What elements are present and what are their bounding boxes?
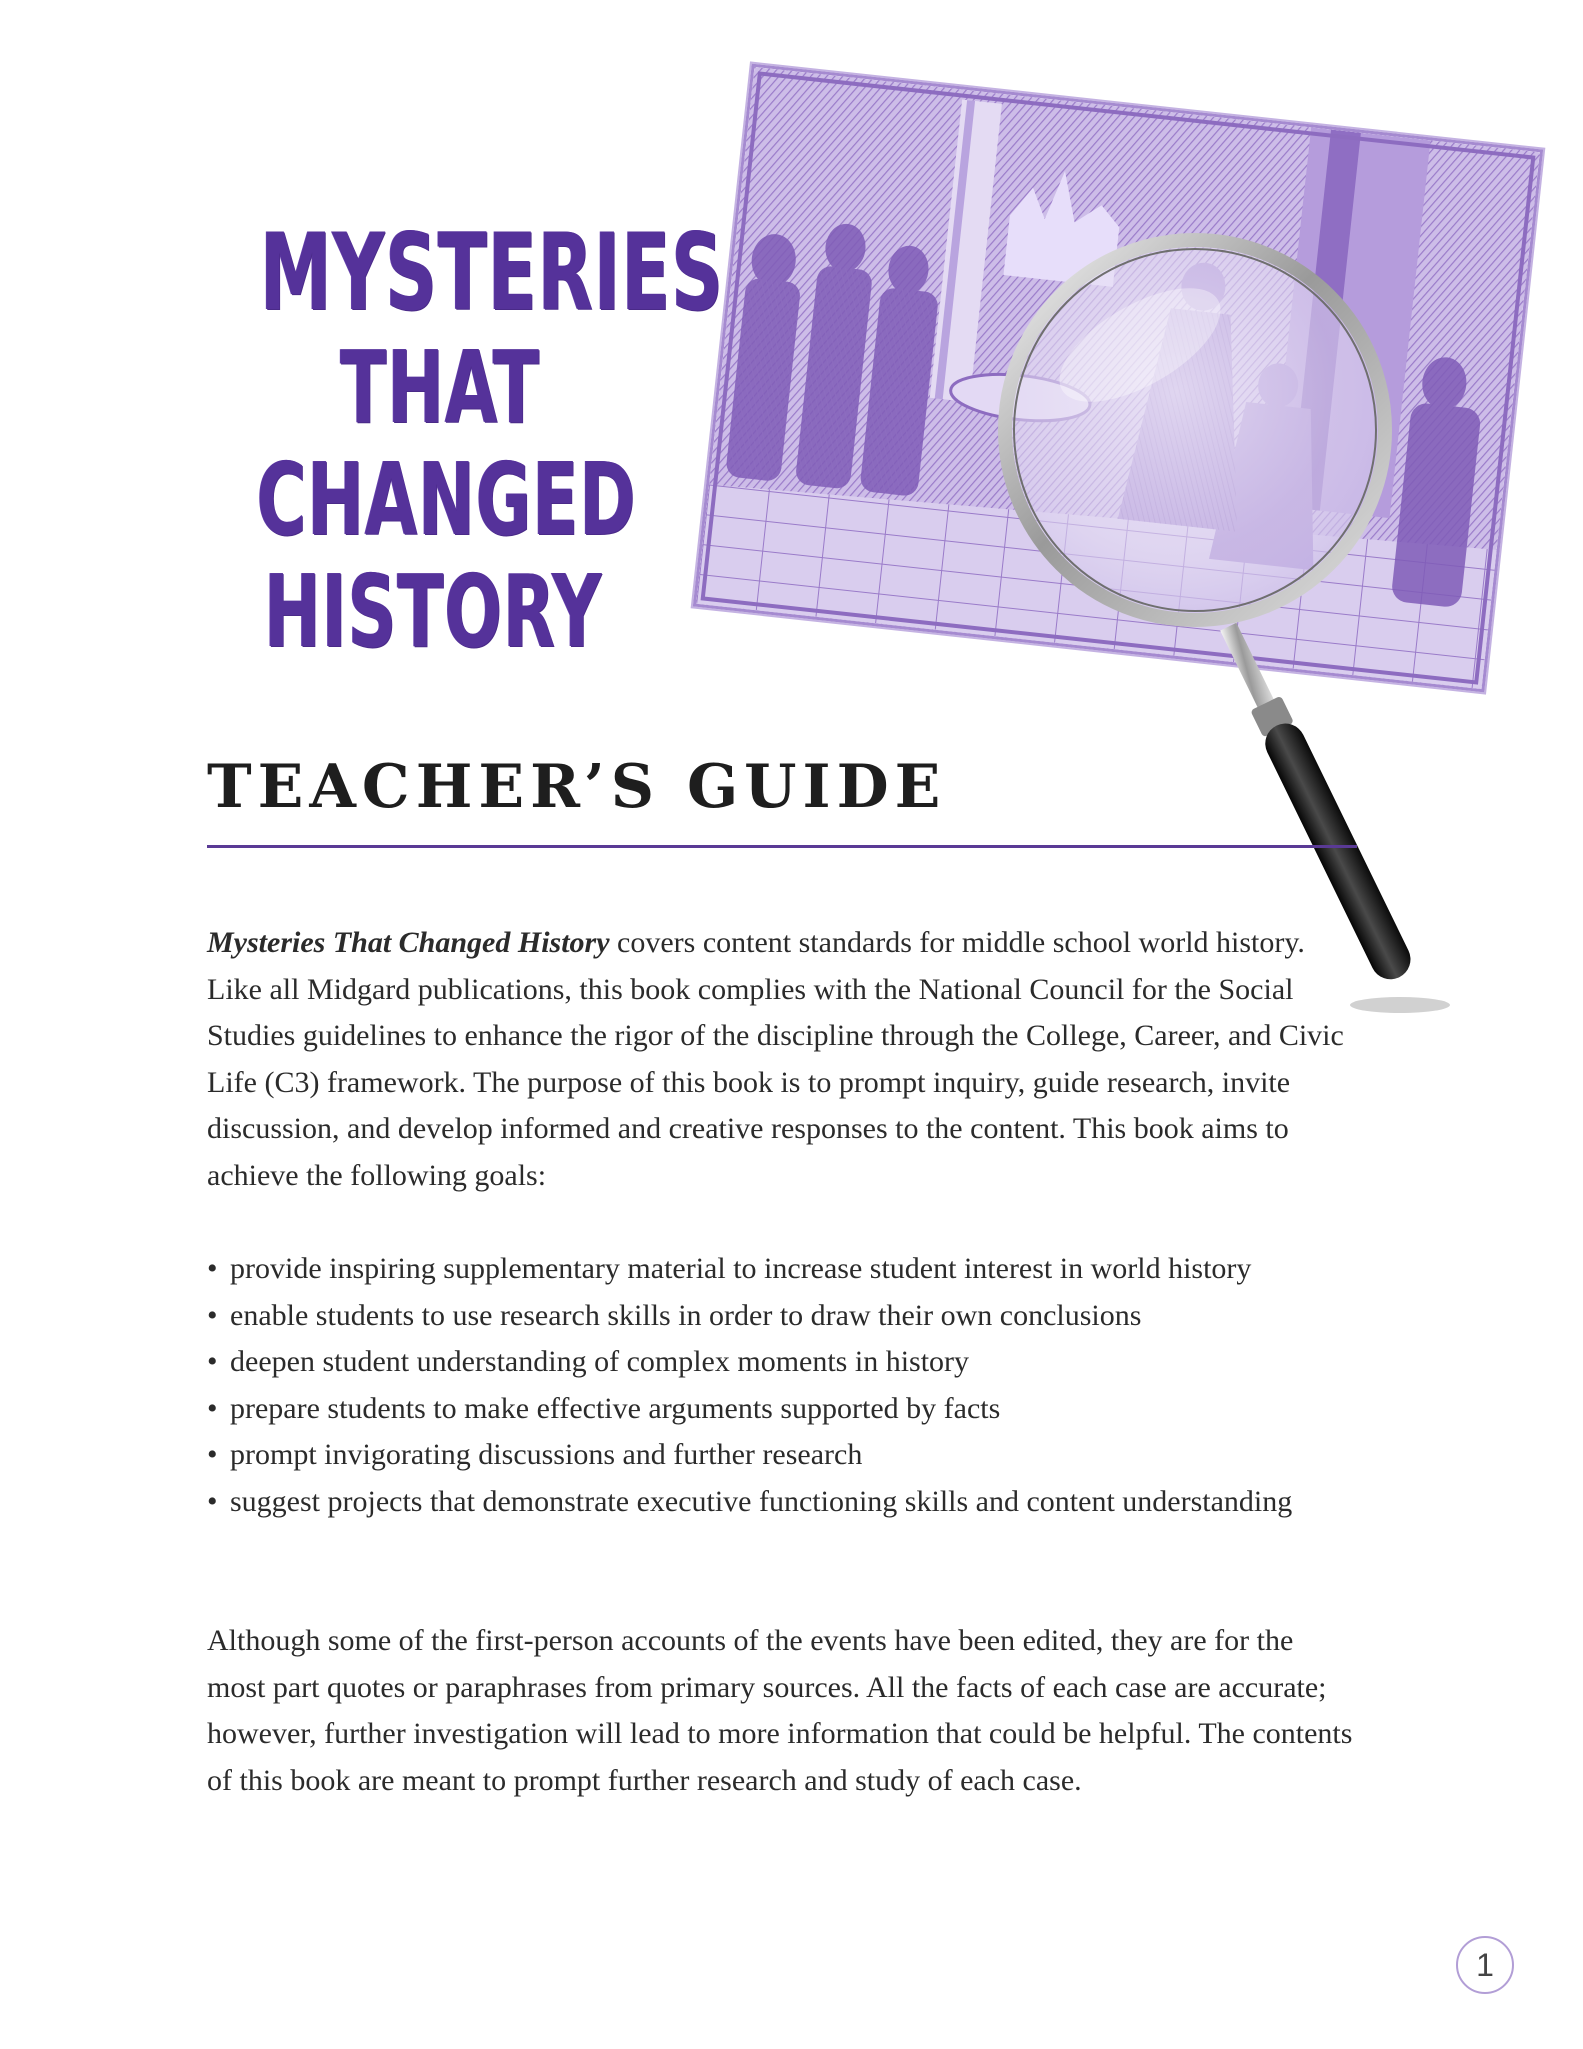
title-line-mysteries: MYSTERIES (259, 211, 724, 334)
page-number: 1 (1456, 1936, 1514, 1994)
page-heading: TEACHER’S GUIDE (207, 752, 947, 822)
magnifying-glass-icon (980, 215, 1510, 1015)
goal-item: • suggest projects that demonstrate executive functioning skills and content understanding (207, 1479, 1357, 1526)
title-line-history: HISTORY (263, 553, 603, 670)
goals-list (207, 1246, 1357, 1525)
goal-item: • provide inspiring supplementary material to increase student interest in world history (207, 1246, 1357, 1293)
book-title (190, 211, 724, 670)
book-title-italic: Mysteries That Changed History (207, 926, 610, 959)
title-line-that: THAT (340, 329, 540, 446)
goal-item: • prepare students to make effective arguments supported by facts (207, 1386, 1357, 1433)
title-line-changed: CHANGED (256, 441, 637, 558)
goal-item: • prompt invigorating discussions and further research (207, 1432, 1357, 1479)
heading-divider (207, 845, 1357, 848)
goal-item: • deepen student understanding of complex moments in history (207, 1339, 1357, 1386)
intro-text: covers content standards for middle school world history. Like all Midgard publications, this book complies with the National Council for the Social Studies guidelines to enhance the rigor of the discipline through the College, Career, and Civic Life (C3) framework. The purpose of this book is to prompt inquiry, guide research, invite discussion, and develop informed and creative responses to the content. This book aims to achieve the following goals: (207, 926, 1344, 1192)
intro-paragraph (207, 920, 1357, 1199)
goal-item: • enable students to use research skills in order to draw their own conclusions (207, 1293, 1357, 1340)
closing-paragraph: Although some of the first-person accounts of the events have been edited, they are for the most part quotes or paraphrases from primary sources. All the facts of each case are accurate; however, further investigation will lead to more information that could be helpful. The contents of this book are meant to prompt further research and study of each case. (207, 1624, 1353, 1797)
